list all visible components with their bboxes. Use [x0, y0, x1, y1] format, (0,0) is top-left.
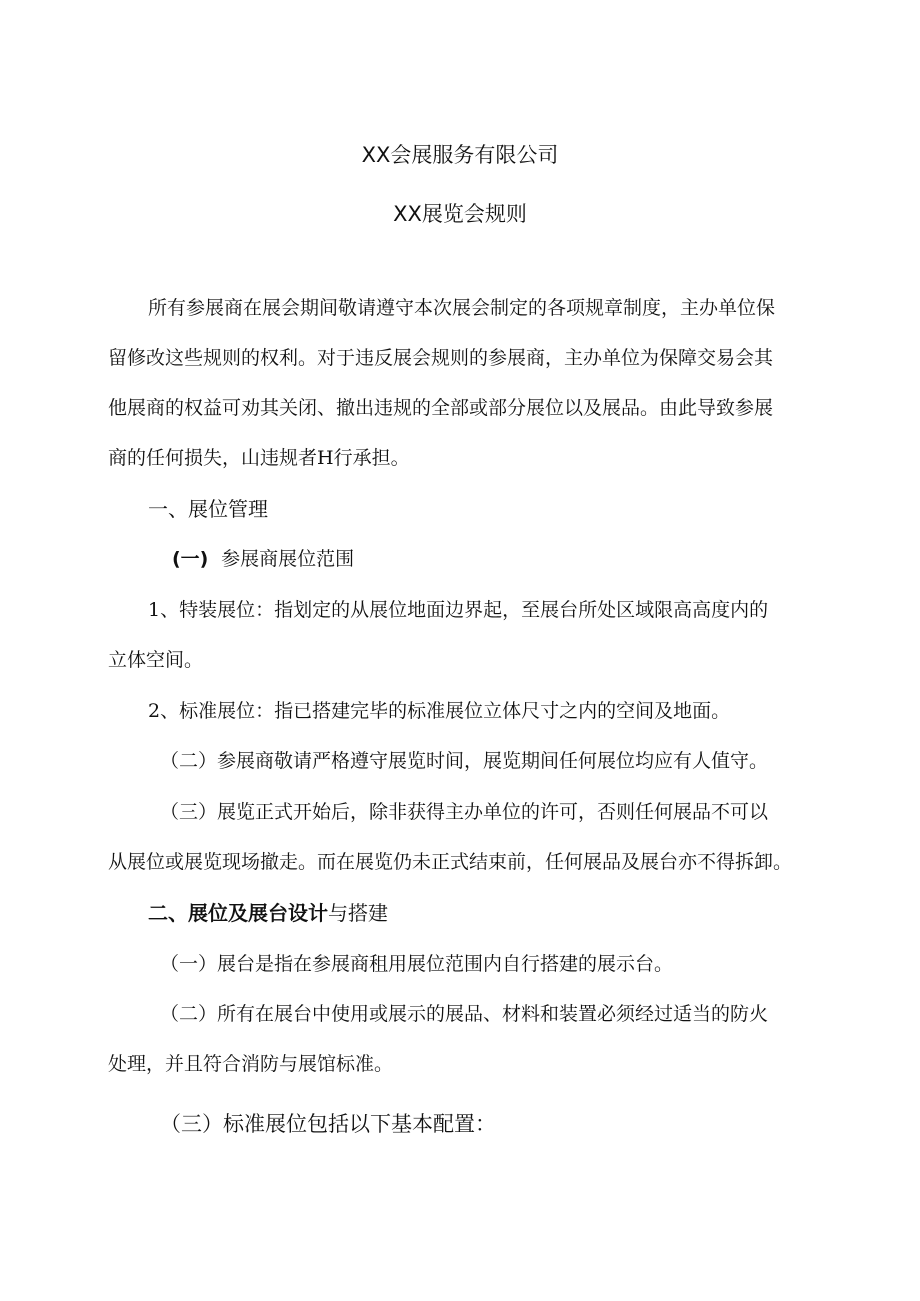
intro-line-3: 他展商的权益可劝其关闭、撤出违规的全部或部分展位以及展品。由此导致参展 — [108, 397, 774, 419]
item-1-line-1: 1、特装展位：指划定的从展位地面边界起，至展台所处区域限高高度内的 — [148, 599, 769, 621]
section-1-sub-2: （二）参展商敬请严格遵守展览时间，展览期间任何展位均应有人值守。 — [160, 750, 769, 772]
section-1-sub-3-line-1: （三）展览正式开始后，除非获得主办单位的许可，否则任何展品不可以 — [160, 801, 769, 823]
company-title: XX会展服务有限公司 — [361, 143, 559, 167]
intro-line-2: 留修改这些规则的权利。对于违反展会规则的参展商，主办单位为保障交易会其 — [108, 347, 774, 369]
section-2-sub-3: （三）标准展位包括以下基本配置： — [160, 1112, 496, 1136]
document-title: XX展览会规则 — [393, 202, 527, 226]
item-1-line-2: 立体空间。 — [108, 649, 204, 671]
sub-1-label: (一) — [172, 548, 209, 570]
section-2-heading — [148, 901, 388, 926]
section-1-heading: 一、展位管理 — [148, 497, 268, 521]
intro-line-1: 所有参展商在展会期间敬请遵守本次展会制定的各项规章制度，主办单位保 — [148, 297, 776, 319]
section-1-sub-1 — [172, 547, 354, 572]
section-2-heading-bold: 二、展位及展台设计 — [148, 901, 328, 925]
sub-1-text: 参展商展位范围 — [221, 548, 355, 570]
section-2-heading-rest: 与搭建 — [328, 901, 388, 925]
section-1-sub-3-line-2: 从展位或展览现场撤走。而在展览仍未正式结束前，任何展品及展台亦不得拆卸。 — [108, 851, 793, 873]
section-2-sub-2-line-1: （二）所有在展台中使用或展示的展品、材料和装置必须经过适当的防火 — [160, 1003, 769, 1025]
intro-line-4: 商的任何损失，山违规者H行承担。 — [108, 447, 410, 469]
section-2-sub-1: （一）展台是指在参展商租用展位范围内自行搭建的展示台。 — [160, 953, 674, 975]
item-2: 2、标准展位：指已搭建完毕的标准展位立体尺寸之内的空间及地面。 — [148, 700, 731, 722]
section-2-sub-2-line-2: 处理，并且符合消防与展馆标准。 — [108, 1053, 394, 1075]
